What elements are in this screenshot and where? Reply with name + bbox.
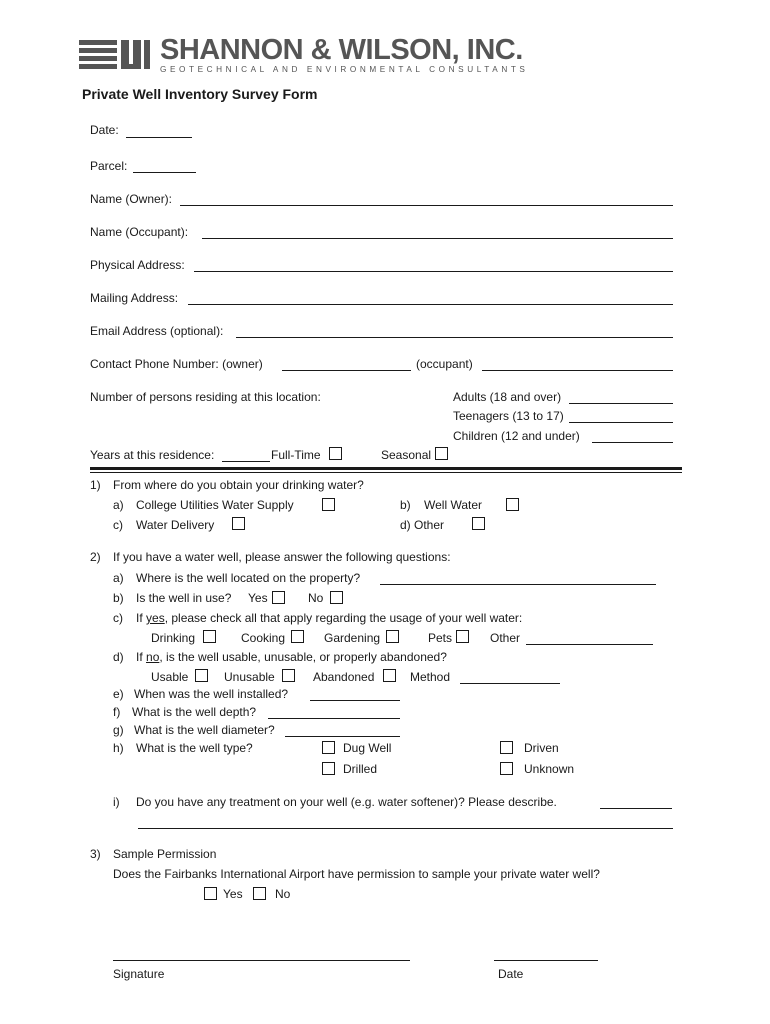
years-residence-label: Years at this residence: xyxy=(90,448,215,462)
section-divider-thick xyxy=(90,467,682,470)
email-address-label: Email Address (optional): xyxy=(90,324,224,338)
parcel-label: Parcel: xyxy=(90,159,128,173)
name-occupant-field[interactable] xyxy=(202,238,673,239)
physical-address-field[interactable] xyxy=(194,271,673,272)
q1-text: From where do you obtain your drinking water? xyxy=(113,478,364,492)
drinking-checkbox[interactable] xyxy=(203,630,216,643)
q2-h-label: h) xyxy=(113,741,124,755)
q2-g-label: g) xyxy=(113,723,124,737)
unknown-checkbox[interactable] xyxy=(500,762,513,775)
q2-d-label: d) xyxy=(113,650,124,664)
method-field[interactable] xyxy=(460,683,560,684)
unknown-label: Unknown xyxy=(524,762,575,776)
other-usage-field[interactable] xyxy=(526,644,653,645)
q2-a-text: Where is the well located on the property? xyxy=(136,571,361,585)
q1-b-label: b) xyxy=(400,498,411,512)
q2-text: If you have a water well, please answer the following questions: xyxy=(113,550,451,564)
dug-well-checkbox[interactable] xyxy=(322,741,335,754)
q1-number: 1) xyxy=(90,478,101,492)
drinking-label: Drinking xyxy=(151,631,196,645)
permission-no-label: No xyxy=(275,887,291,901)
q2-c-label: c) xyxy=(113,611,123,625)
q2-e-text: When was the well installed? xyxy=(134,687,289,701)
name-owner-field[interactable] xyxy=(180,205,673,206)
adults-field[interactable] xyxy=(569,403,673,404)
mailing-address-field[interactable] xyxy=(188,304,673,305)
method-label: Method xyxy=(410,670,451,684)
section-divider-thin xyxy=(90,472,682,473)
q2-g-text: What is the well diameter? xyxy=(134,723,275,737)
signature-date-field[interactable] xyxy=(494,960,598,961)
seasonal-checkbox[interactable] xyxy=(435,447,448,460)
q3-number: 3) xyxy=(90,847,101,861)
abandoned-label: Abandoned xyxy=(313,670,375,684)
driven-label: Driven xyxy=(524,741,559,755)
q3-heading: Sample Permission xyxy=(113,847,217,861)
teenagers-field[interactable] xyxy=(569,422,673,423)
q2-e-label: e) xyxy=(113,687,124,701)
physical-address-label: Physical Address: xyxy=(90,258,185,272)
well-installed-field[interactable] xyxy=(310,700,400,701)
well-location-field[interactable] xyxy=(380,584,656,585)
q2-h-text: What is the well type? xyxy=(136,741,253,755)
seasonal-label: Seasonal xyxy=(381,448,432,462)
q1-c-text: Water Delivery xyxy=(136,518,215,532)
signature-label: Signature xyxy=(113,967,165,981)
adults-label: Adults (18 and over) xyxy=(453,390,562,404)
email-address-field[interactable] xyxy=(236,337,673,338)
teenagers-label: Teenagers (13 to 17) xyxy=(453,409,564,423)
name-occupant-label: Name (Occupant): xyxy=(90,225,189,239)
name-owner-label: Name (Owner): xyxy=(90,192,173,206)
cooking-checkbox[interactable] xyxy=(291,630,304,643)
q2-i-label: i) xyxy=(113,795,120,809)
gardening-checkbox[interactable] xyxy=(386,630,399,643)
other-source-checkbox[interactable] xyxy=(472,517,485,530)
children-label: Children (12 and under) xyxy=(453,429,580,443)
mailing-address-label: Mailing Address: xyxy=(90,291,179,305)
college-utilities-checkbox[interactable] xyxy=(322,498,335,511)
contact-phone-label: Contact Phone Number: (owner) xyxy=(90,357,263,371)
full-time-label: Full-Time xyxy=(271,448,321,462)
q2-i-text: Do you have any treatment on your well (e.g. water softener)? Please describe. xyxy=(136,795,557,809)
occupant-phone-field[interactable] xyxy=(482,370,673,371)
in-use-no-label: No xyxy=(308,591,324,605)
q2-f-text: What is the well depth? xyxy=(132,705,257,719)
treatment-field[interactable] xyxy=(600,808,672,809)
q3-text: Does the Fairbanks International Airport have permission to sample your private water well? xyxy=(113,867,600,881)
q2-a-label: a) xyxy=(113,571,124,585)
q2-b-text: Is the well in use? xyxy=(136,591,232,605)
other-usage-label: Other xyxy=(490,631,521,645)
q1-c-label: c) xyxy=(113,518,123,532)
signature-date-label: Date xyxy=(498,967,524,981)
date-field[interactable] xyxy=(126,137,192,138)
drilled-checkbox[interactable] xyxy=(322,762,335,775)
in-use-yes-label: Yes xyxy=(248,591,268,605)
parcel-field[interactable] xyxy=(133,172,196,173)
cooking-label: Cooking xyxy=(241,631,286,645)
owner-phone-field[interactable] xyxy=(282,370,411,371)
well-depth-field[interactable] xyxy=(268,718,400,719)
unusable-label: Unusable xyxy=(224,670,275,684)
q2-f-label: f) xyxy=(113,705,121,719)
q2-c-text: If yes, please check all that apply regarding the usage of your well water: xyxy=(136,611,523,625)
unusable-checkbox[interactable] xyxy=(282,669,295,682)
children-field[interactable] xyxy=(592,442,673,443)
full-time-checkbox[interactable] xyxy=(329,447,342,460)
drilled-label: Drilled xyxy=(343,762,378,776)
usable-checkbox[interactable] xyxy=(195,669,208,682)
driven-checkbox[interactable] xyxy=(500,741,513,754)
gardening-label: Gardening xyxy=(324,631,381,645)
treatment-field-line-2[interactable] xyxy=(138,828,673,829)
q1-a-label: a) xyxy=(113,498,124,512)
occupant-phone-label: (occupant) xyxy=(416,357,473,371)
company-tagline: GEOTECHNICAL AND ENVIRONMENTAL CONSULTANTS xyxy=(160,65,529,74)
q1-d-text: d) Other xyxy=(400,518,445,532)
in-use-no-checkbox[interactable] xyxy=(330,591,343,604)
permission-no-checkbox[interactable] xyxy=(253,887,266,900)
q2-d-text: If no, is the well usable, unusable, or properly abandoned? xyxy=(136,650,447,664)
usable-label: Usable xyxy=(151,670,189,684)
dug-well-label: Dug Well xyxy=(343,741,392,755)
pets-checkbox[interactable] xyxy=(456,630,469,643)
years-residence-field[interactable] xyxy=(222,461,270,462)
form-title: Private Well Inventory Survey Form xyxy=(82,86,318,102)
permission-yes-checkbox[interactable] xyxy=(204,887,217,900)
in-use-yes-checkbox[interactable] xyxy=(272,591,285,604)
persons-residing-label: Number of persons residing at this location: xyxy=(90,390,321,404)
well-diameter-field[interactable] xyxy=(285,736,400,737)
well-water-checkbox[interactable] xyxy=(506,498,519,511)
company-name: SHANNON & WILSON, INC. xyxy=(160,34,523,66)
company-logo-icon xyxy=(79,38,151,72)
q2-b-label: b) xyxy=(113,591,124,605)
water-delivery-checkbox[interactable] xyxy=(232,517,245,530)
q2-number: 2) xyxy=(90,550,101,564)
date-label: Date: xyxy=(90,123,119,137)
q1-b-text: Well Water xyxy=(424,498,483,512)
signature-field[interactable] xyxy=(113,960,410,961)
abandoned-checkbox[interactable] xyxy=(383,669,396,682)
pets-label: Pets xyxy=(428,631,453,645)
q1-a-text: College Utilities Water Supply xyxy=(136,498,294,512)
permission-yes-label: Yes xyxy=(223,887,243,901)
